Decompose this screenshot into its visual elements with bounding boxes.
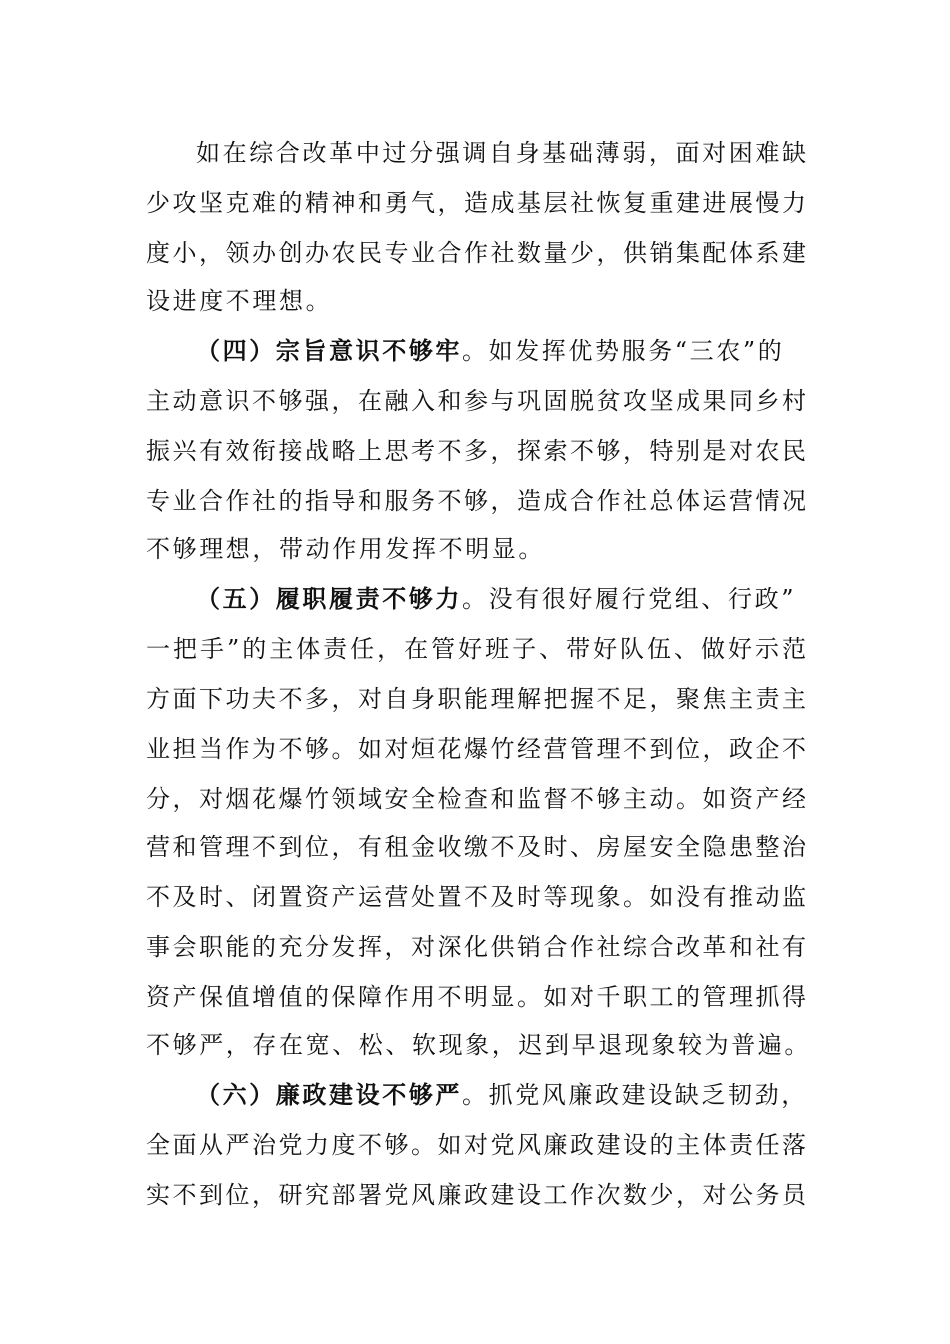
paragraph-2-line-4: 专业合作社的指导和服务不够，造成合作社总体运营情况 (146, 487, 806, 515)
paragraph-4-line-2: 全面从严治党力度不够。如对党风廉政建设的主体责任落 (146, 1131, 806, 1159)
paragraph-4-line-1-text: 。抓党风廉政建设缺乏韧劲， (462, 1081, 808, 1109)
paragraph-4-line-1 (196, 1073, 806, 1117)
paragraph-3-line-6: 营和管理不到位，有租金收缴不及时、房屋安全隐患整治 (146, 833, 806, 861)
paragraph-3-line-9: 资产保值增值的保障作用不明显。如对千职工的管理抓得 (146, 983, 806, 1011)
paragraph-4-line-3: 实不到位，研究部署党风廉政建设工作次数少，对公务员 (146, 1181, 806, 1209)
section-heading-5: （五）履职履责不够力 (196, 585, 462, 613)
section-heading-4: （四）宗旨意识不够牢 (196, 337, 462, 365)
paragraph-3-line-3: 方面下功夫不多，对自身职能理解把握不足，聚焦主责主 (146, 685, 806, 713)
paragraph-1-line-4: 设进度不理想。 (146, 287, 333, 315)
paragraph-3-line-1-text: 。没有很好履行党组、行政” (462, 585, 797, 613)
paragraph-2-line-2: 主动意识不够强，在融入和参与巩固脱贫攻坚成果同乡村 (146, 387, 806, 415)
paragraph-3-line-8: 事会职能的充分发挥，对深化供销合作社综合改革和社有 (146, 933, 806, 961)
paragraph-1-line-1: 如在综合改革中过分强调自身基础薄弱，面对困难缺 (196, 139, 806, 167)
paragraph-3-line-4: 业担当作为不够。如对烜花爆竹经营管理不到位，政企不 (146, 735, 806, 763)
section-heading-6: （六）廉政建设不够严 (196, 1081, 462, 1109)
paragraph-1-line-2: 少攻坚克难的精神和勇气，造成基层社恢复重建进展慢力 (146, 189, 806, 217)
paragraph-2-line-5: 不够理想，带动作用发挥不明显。 (146, 535, 545, 563)
paragraph-2-line-3: 振兴有效衔接战略上思考不多，探索不够，特别是对农民 (146, 437, 806, 465)
paragraph-2-line-1-text: 。如发挥优势服务“三农”的 (462, 337, 785, 365)
paragraph-3-line-2: 一把手”的主体责任，在管好班子、带好队伍、做好示范 (146, 635, 806, 663)
paragraph-3-line-5: 分，对烟花爆竹领域安全检查和监督不够主动。如资产经 (146, 785, 806, 813)
paragraph-3-line-1 (196, 577, 806, 621)
paragraph-3-line-10: 不够严，存在宽、松、软现象，迟到早退现象较为普遍。 (146, 1031, 811, 1059)
paragraph-3-line-7: 不及时、闭置资产运营处置不及时等现象。如没有推动监 (146, 883, 806, 911)
paragraph-1-line-3: 度小，领办创办农民专业合作社数量少，供销集配体系建 (146, 239, 806, 267)
paragraph-2-line-1 (196, 329, 806, 373)
